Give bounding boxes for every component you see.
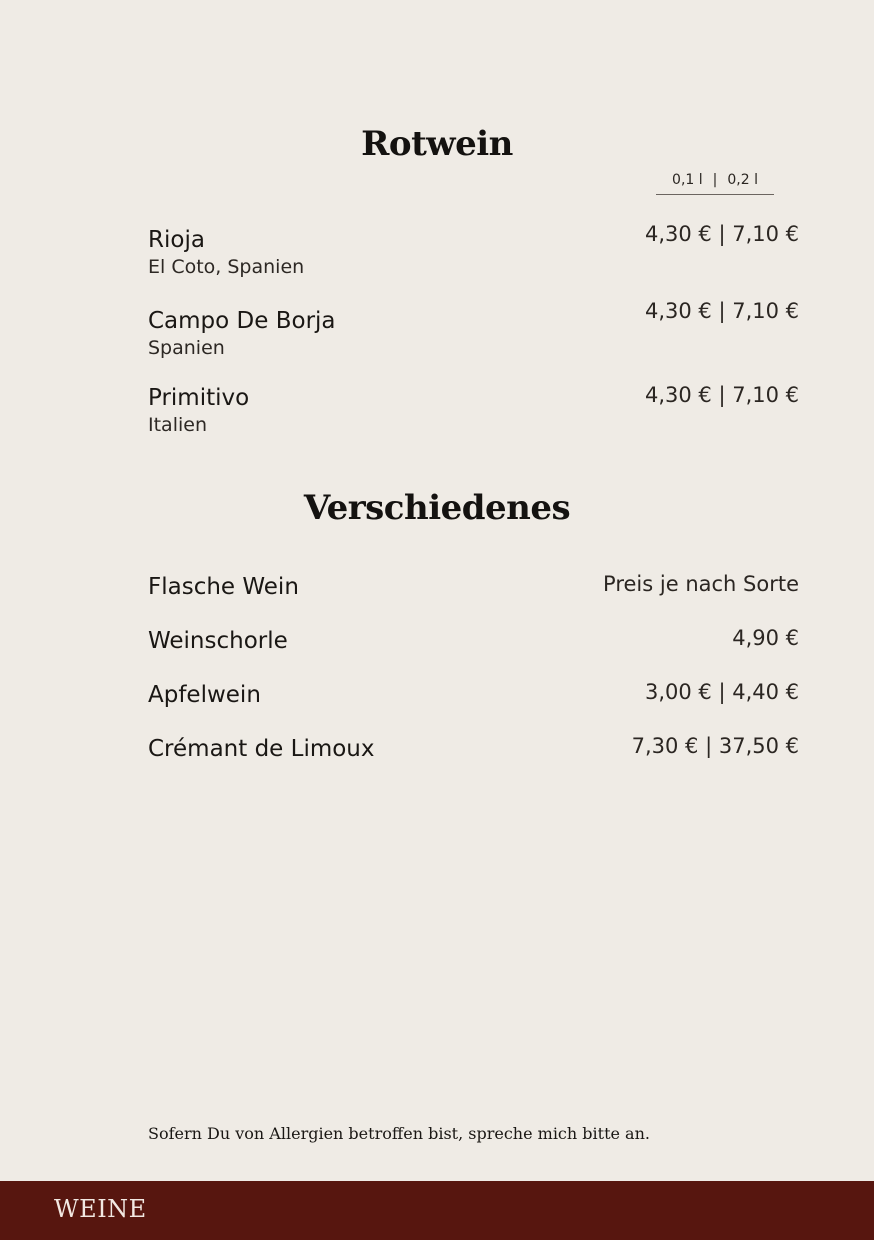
menu-item-cremant-de-limoux	[148, 735, 799, 763]
size-small-label: 0,1 l	[672, 172, 703, 188]
item-price: 4,30 € | 7,10 €	[644, 222, 799, 246]
item-origin: Italien	[148, 414, 207, 436]
menu-item-apfelwein	[148, 681, 799, 709]
size-large-label: 0,2 l	[727, 172, 758, 188]
item-price: Preis je nach Sorte	[603, 572, 799, 596]
menu-item-weinschorle	[148, 627, 799, 655]
item-price: 4,90 €	[732, 626, 799, 650]
menu-item-rioja	[148, 222, 799, 279]
menu-item-campo-de-borja	[148, 299, 799, 360]
item-price: 4,30 € | 7,10 €	[644, 299, 799, 323]
footer-label: WEINE	[54, 1195, 147, 1223]
item-name: Rioja	[148, 227, 205, 253]
item-origin: Spanien	[148, 337, 225, 359]
section-title-rotwein: Rotwein	[361, 124, 513, 164]
item-price: 4,30 € | 7,10 €	[644, 383, 799, 407]
item-price: 3,00 € | 4,40 €	[644, 680, 799, 704]
menu-item-primitivo	[148, 384, 799, 437]
item-price: 7,30 € | 37,50 €	[631, 734, 799, 758]
item-origin: El Coto, Spanien	[148, 256, 305, 278]
item-name: Primitivo	[148, 385, 250, 411]
item-name: Campo De Borja	[148, 308, 336, 334]
size-separator: |	[712, 172, 718, 188]
item-name: Crémant de Limoux	[148, 736, 375, 762]
item-name: Flasche Wein	[148, 574, 299, 600]
size-header	[656, 172, 774, 195]
menu-item-flasche-wein	[148, 573, 799, 601]
item-name: Weinschorle	[148, 628, 288, 654]
footer-band	[0, 1181, 874, 1240]
section-title-verschiedenes: Verschiedenes	[303, 488, 571, 528]
allergy-footnote: Sofern Du von Allergien betroffen bist, spreche mich bitte an.	[148, 1124, 650, 1143]
item-name: Apfelwein	[148, 682, 261, 708]
